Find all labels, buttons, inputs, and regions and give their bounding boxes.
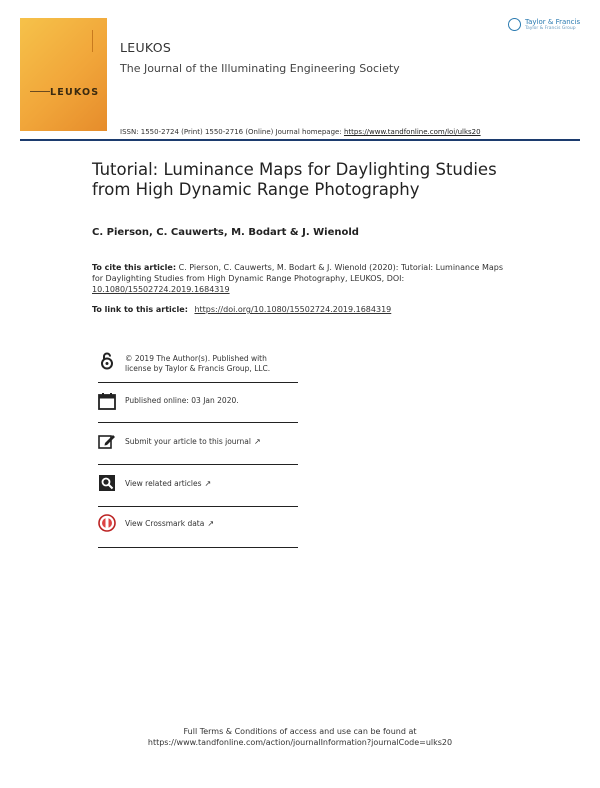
cite-label: To cite this article: <box>92 263 177 272</box>
journal-name: LEUKOS <box>120 40 172 55</box>
item-divider <box>98 506 298 507</box>
external-link-icon: ↗ <box>253 437 261 446</box>
open-access-icon <box>98 352 116 370</box>
published-item <box>98 394 298 414</box>
footer-terms-link[interactable]: https://www.tandfonline.com/action/journalInformation?journalCode=ulks20 <box>147 738 453 747</box>
related-search-icon <box>98 474 116 492</box>
external-link-icon: ↗ <box>207 519 215 528</box>
published-text: Published online: 03 Jan 2020. <box>125 396 239 405</box>
publisher-logo-icon <box>508 18 521 31</box>
footer <box>0 726 600 748</box>
cover-line <box>30 91 50 92</box>
related-articles-link[interactable] <box>125 479 295 489</box>
related-articles-label: View related articles <box>125 479 202 488</box>
cite-text: C. Pierson, C. Cauwerts, M. Bodart & J. Wienold (2020): Tutorial: Luminance Maps for Daylighting Studies from High Dynamic Range Photography, LEUKOS, DOI: <box>92 263 504 283</box>
crossmark-icon <box>98 514 116 532</box>
link-block <box>92 305 391 314</box>
publisher-logo[interactable] <box>508 16 586 36</box>
footer-terms: Full Terms & Conditions of access and use can be found at <box>183 727 417 736</box>
external-link-icon: ↗ <box>204 479 212 488</box>
submit-article-label: Submit your article to this journal <box>125 437 251 446</box>
issn-text: ISSN: 1550-2724 (Print) 1550-2716 (Online) Journal homepage: <box>120 128 342 136</box>
publisher-logo-group: Taylor & Francis Group <box>525 26 576 31</box>
header-rule <box>20 139 580 141</box>
submit-article-item[interactable] <box>98 434 298 454</box>
cite-doi-link[interactable]: 10.1080/15502724.2019.1684319 <box>92 285 230 294</box>
calendar-icon <box>98 392 116 410</box>
item-divider <box>98 422 298 423</box>
item-divider <box>98 464 298 465</box>
article-title: Tutorial: Luminance Maps for Daylighting Studies from High Dynamic Range Photography <box>92 160 497 199</box>
related-articles-item[interactable] <box>98 476 298 496</box>
article-doi-link[interactable]: https://doi.org/10.1080/15502724.2019.1684319 <box>194 305 392 314</box>
license-text: © 2019 The Author(s). Published with license by Taylor & Francis Group, LLC. <box>125 354 271 373</box>
citation-block <box>92 262 512 295</box>
journal-subtitle: The Journal of the Illuminating Engineering Society <box>120 62 400 75</box>
link-label: To link to this article: <box>92 305 188 314</box>
item-divider <box>98 382 298 383</box>
crossmark-label: View Crossmark data <box>125 519 205 528</box>
journal-cover-image <box>20 18 107 131</box>
cover-title: LEUKOS <box>50 87 100 98</box>
cover-decoration <box>92 30 105 52</box>
item-divider <box>98 547 298 548</box>
license-item <box>98 352 298 382</box>
crossmark-item[interactable] <box>98 516 298 536</box>
edit-icon <box>98 432 116 450</box>
submit-article-link[interactable] <box>125 437 295 447</box>
crossmark-link[interactable] <box>125 519 295 529</box>
article-authors: C. Pierson, C. Cauwerts, M. Bodart & J. Wienold <box>92 227 359 238</box>
publisher-logo-name: Taylor & Francis <box>525 18 581 26</box>
issn-line <box>120 128 481 136</box>
journal-homepage-link[interactable]: https://www.tandfonline.com/loi/ulks20 <box>343 128 481 136</box>
